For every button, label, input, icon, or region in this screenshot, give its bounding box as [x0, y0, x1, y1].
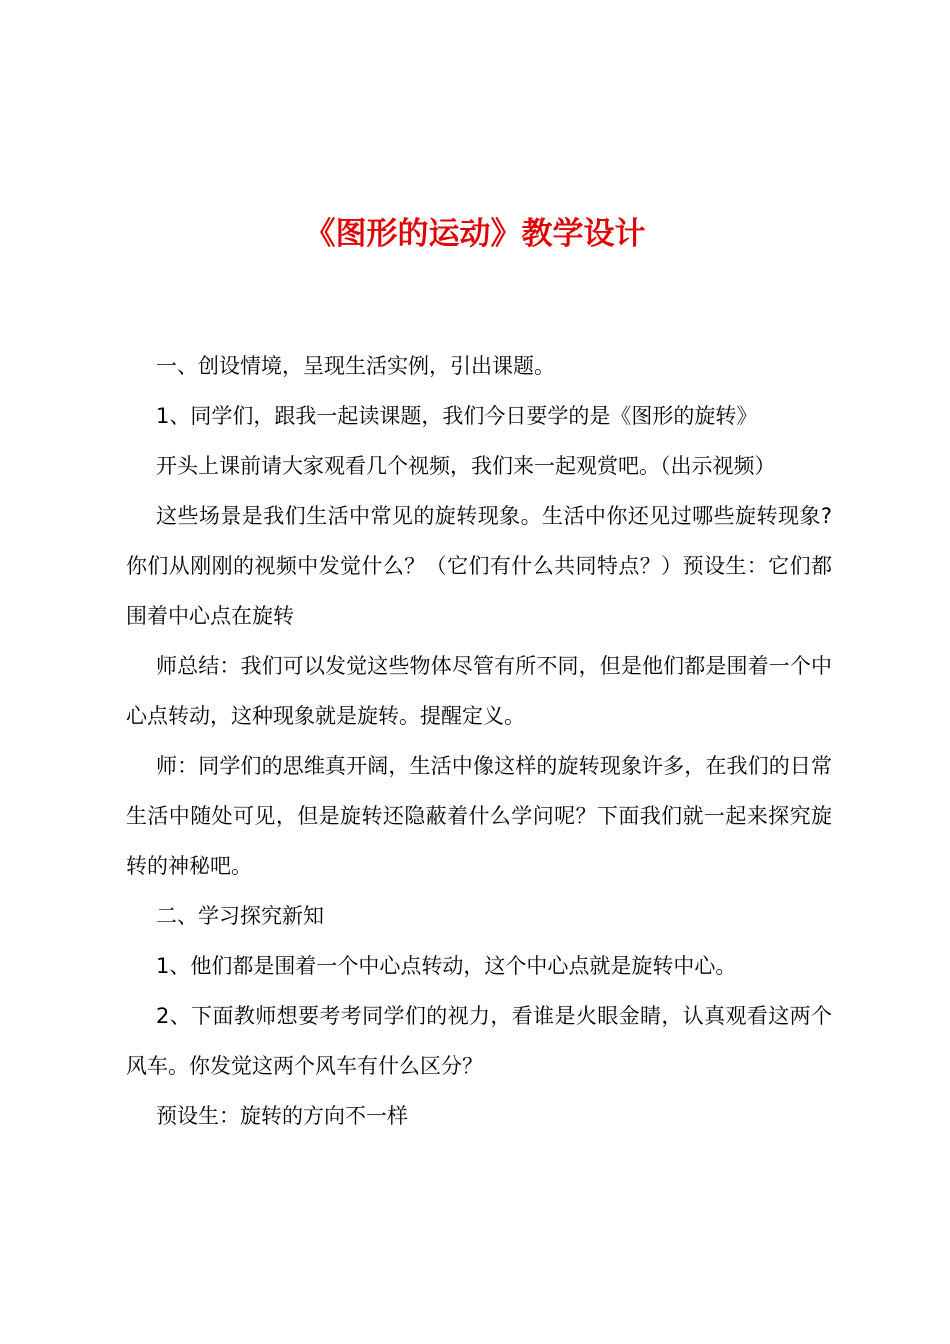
paragraph: 师总结：我们可以发觉这些物体尽管有所不同，但是他们都是围着一个中心点转动，这种现象就是旋转。提醒定义。	[126, 654, 832, 728]
paragraph: 1、他们都是围着一个中心点转动，这个中心点就是旋转中心。	[156, 954, 737, 978]
paragraph: 1、同学们，跟我一起读课题，我们今日要学的是《图形的旋转》	[156, 404, 758, 428]
document-title: 《图形的运动》教学设计	[304, 216, 646, 252]
paragraph: 开头上课前请大家观看几个视频，我们来一起观赏吧。（出示视频）	[156, 454, 776, 478]
paragraph-section-1-heading: 一、创设情境，呈现生活实例，引出课题。	[156, 354, 555, 378]
paragraph: 师：同学们的思维真开阔，生活中像这样的旋转现象许多，在我们的日常生活中随处可见，但是旋转还隐蔽着什么学问呢？下面我们就一起来探究旋转的神秘吧。	[126, 754, 832, 878]
paragraph: 这些场景是我们生活中常见的旋转现象。生活中你还见过哪些旋转现象?你们从刚刚的视频中发觉什么？（它们有什么共同特点？）预设生：它们都围着中心点在旋转	[126, 504, 832, 628]
paragraph: 预设生：旋转的方向不一样	[156, 1104, 408, 1128]
document-body	[126, 341, 832, 1141]
paragraph: 2、下面教师想要考考同学们的视力，看谁是火眼金睛，认真观看这两个风车。你发觉这两个风车有什么区分？	[126, 1004, 832, 1078]
paragraph-section-2-heading: 二、学习探究新知	[156, 904, 324, 928]
